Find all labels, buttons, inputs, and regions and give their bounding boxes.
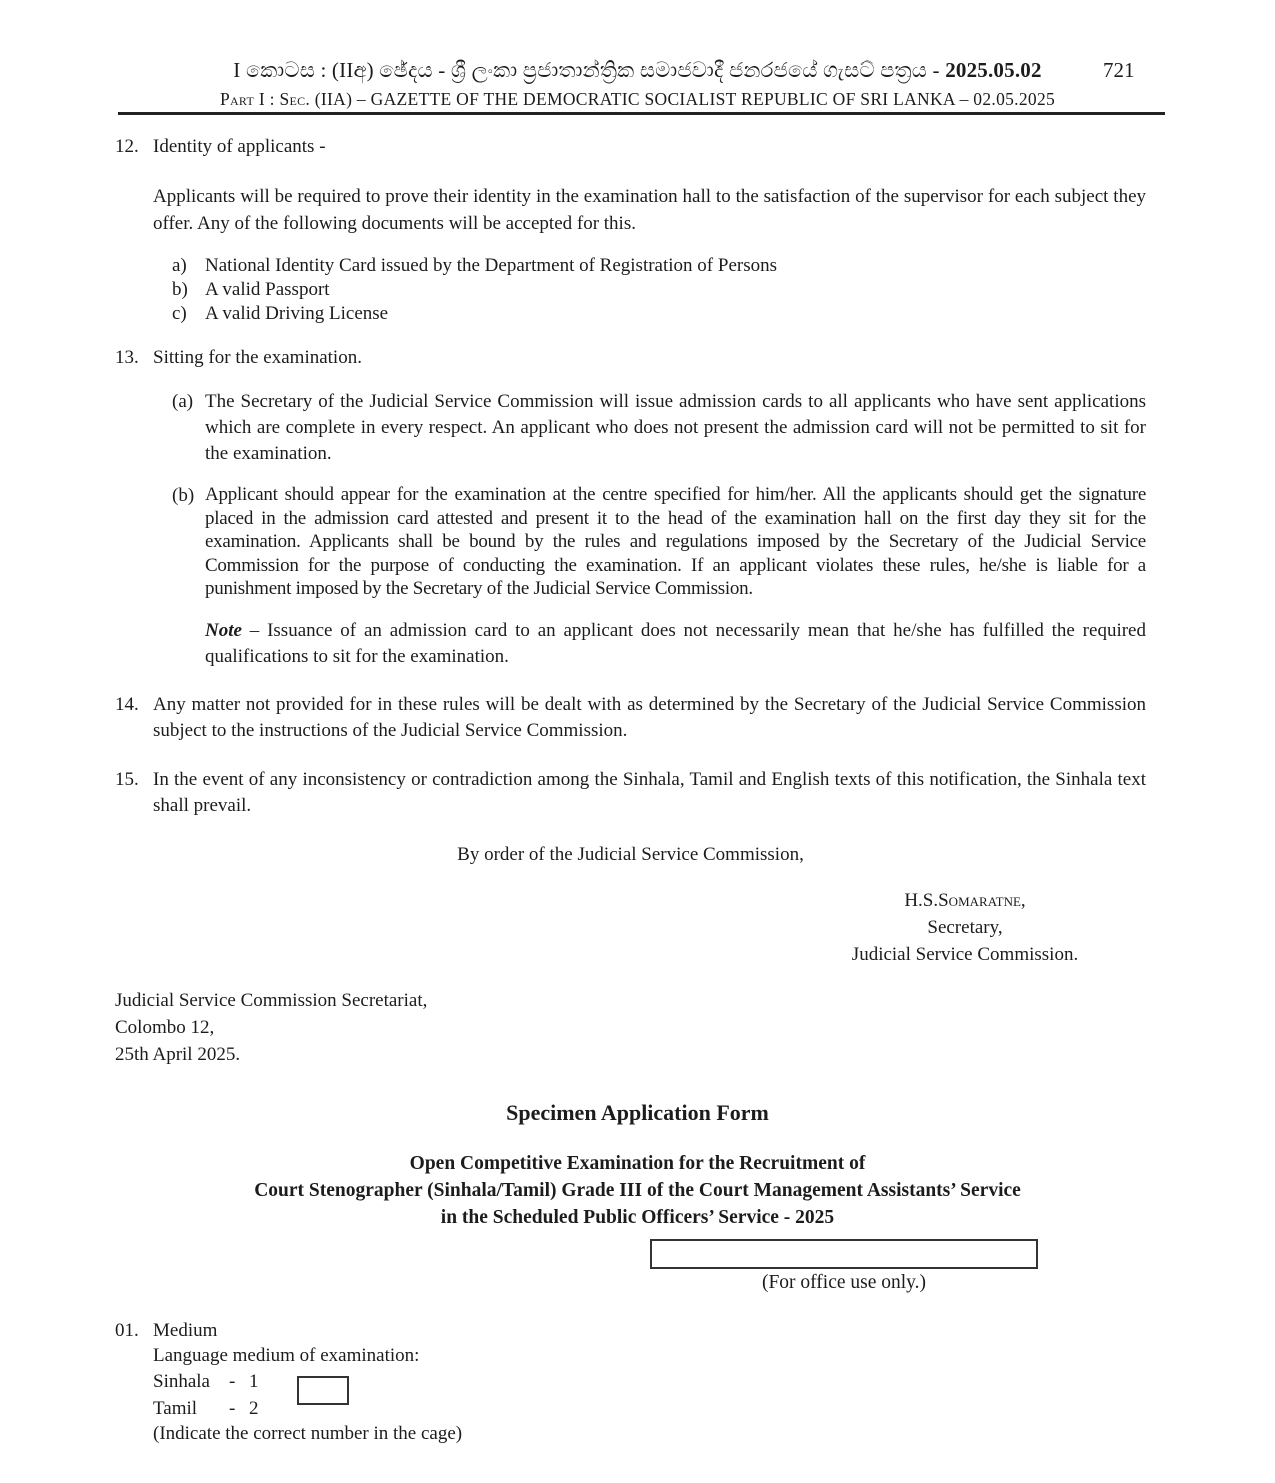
page-number: 721: [1103, 58, 1135, 82]
item-13-number: 13.: [115, 347, 139, 368]
item-15-text: In the event of any inconsistency or contradiction among the Sinhala, Tamil and English texts of this notification, the Sinhala text shall prevail.: [153, 769, 1146, 816]
note-label: Note: [205, 620, 242, 641]
item-14-number: 14.: [115, 694, 139, 715]
list-item-c: [172, 302, 1146, 326]
form-subtitle-line-2: Court Stenographer (Sinhala/Tamil) Grade III of the Court Management Assistants’ Service: [254, 1180, 1021, 1201]
list-item-b-label: b): [172, 279, 188, 300]
address-line-3: 25th April 2025.: [115, 1044, 241, 1065]
question-01-subtitle: Language medium of examination:: [153, 1345, 420, 1366]
item-12-number: 12.: [115, 136, 139, 157]
question-01-number: 01.: [115, 1320, 139, 1341]
gazette-sinhala-date: 2025.05.02: [945, 58, 1042, 82]
item-13b: [172, 483, 1146, 601]
item-13a-label: (a): [172, 391, 194, 412]
question-01-title: Medium: [153, 1320, 218, 1341]
address-block: [115, 987, 427, 1068]
signatory-org: Judicial Service Commission.: [851, 944, 1079, 965]
form-subtitle: [0, 1150, 1275, 1231]
list-item-a-label: a): [172, 255, 187, 276]
list-item-a-text: National Identity Card issued by the Department of Registration of Persons: [205, 255, 777, 276]
office-use-label: (For office use only.): [761, 1272, 927, 1293]
item-13b-label: (b): [172, 485, 195, 506]
list-item-c-text: A valid Driving License: [205, 303, 389, 324]
option-tamil-dash: -: [229, 1398, 236, 1419]
item-13a-text: The Secretary of the Judicial Service Commission will issue admission cards to all applicants who have sent applications which are complete in every respect. An applicant who does not present the admission card will not be permitted to sit for the examination.: [205, 391, 1146, 464]
item-15: [115, 767, 1146, 819]
question-01-hint: (Indicate the correct number in the cage): [153, 1423, 463, 1444]
item-14-text: Any matter not provided for in these rules will be dealt with as determined by the Secretary of the Judicial Service Commission subject to the instructions of the Judicial Service Commission.: [153, 694, 1146, 741]
by-order-line: By order of the Judicial Service Commission,: [457, 844, 804, 865]
form-subtitle-line-3: in the Scheduled Public Officers’ Service - 2025: [440, 1207, 835, 1228]
gazette-sinhala-title: [0, 58, 1275, 83]
list-item-b: [172, 278, 1146, 302]
option-sinhala-value: 1: [249, 1371, 259, 1392]
note-text: – Issuance of an admission card to an applicant does not necessarily mean that he/she has fulfilled the required qualifications to sit for the examination.: [205, 620, 1146, 667]
header-rule: [118, 112, 1165, 115]
signatory-title: Secretary,: [927, 917, 1003, 938]
item-12-list: [172, 254, 1146, 326]
list-item-b-text: A valid Passport: [205, 279, 330, 300]
option-sinhala-row: [153, 1371, 259, 1393]
office-use-box: [650, 1239, 1038, 1269]
note-paragraph: [205, 618, 1146, 670]
item-12-paragraph: Applicants will be required to prove their identity in the examination hall to the satisfaction of the supervisor for each subject they offer. Any of the following documents will be accepted for this.: [153, 186, 1146, 234]
item-15-number: 15.: [115, 769, 139, 790]
option-tamil-value: 2: [249, 1398, 259, 1419]
item-13b-text: Applicant should appear for the examination at the centre specified for him/her. All the applicants should get the signature placed in the admission card attested and present it to the head of the examination hall on the first day they sit for the examination. Applicants shall be bound by the rules and regulations imposed by the Secretary of the Judicial Service Commission for the purpose of conducting the examination. If an applicant violates these rules, he/she is liable for a punishment imposed by the Secretary of the Judicial Service Commission.: [205, 484, 1146, 599]
option-sinhala-dash: -: [229, 1371, 236, 1392]
question-01-heading: [115, 1318, 1146, 1344]
gazette-sinhala-title-text: I කොටස : (IIඅ) ඡේදය - ශ්‍රී ලංකා ප්‍රජාතාන්ත්‍රික සමාජවාදී ජනරජයේ ගැසට් පත්‍රය -: [233, 58, 946, 82]
form-subtitle-line-1: Open Competitive Examination for the Recruitment of: [409, 1153, 866, 1174]
item-13-heading: [115, 345, 1146, 371]
item-13a: [172, 389, 1146, 467]
medium-cage-box: [297, 1376, 349, 1405]
address-line-2: Colombo 12,: [115, 1017, 215, 1038]
item-14: [115, 692, 1146, 744]
address-line-1: Judicial Service Commission Secretariat,: [115, 990, 428, 1011]
gazette-english-title: Part I : Sec. (IIA) – GAZETTE OF THE DEMOCRATIC SOCIALIST REPUBLIC OF SRI LANKA – 02.05.2025: [219, 89, 1056, 109]
item-12-title: Identity of applicants -: [153, 136, 326, 157]
option-tamil-label: Tamil: [153, 1398, 198, 1419]
list-item-a: [172, 254, 1146, 278]
signatory-name: H.S.Somaratne,: [904, 890, 1026, 911]
item-12-heading: [115, 134, 1146, 160]
signature-block: [765, 887, 1165, 968]
option-tamil-row: [153, 1398, 259, 1420]
option-sinhala-label: Sinhala: [153, 1371, 210, 1392]
form-title: Specimen Application Form: [506, 1100, 769, 1125]
list-item-c-label: c): [172, 303, 187, 324]
item-13-title: Sitting for the examination.: [153, 347, 362, 368]
